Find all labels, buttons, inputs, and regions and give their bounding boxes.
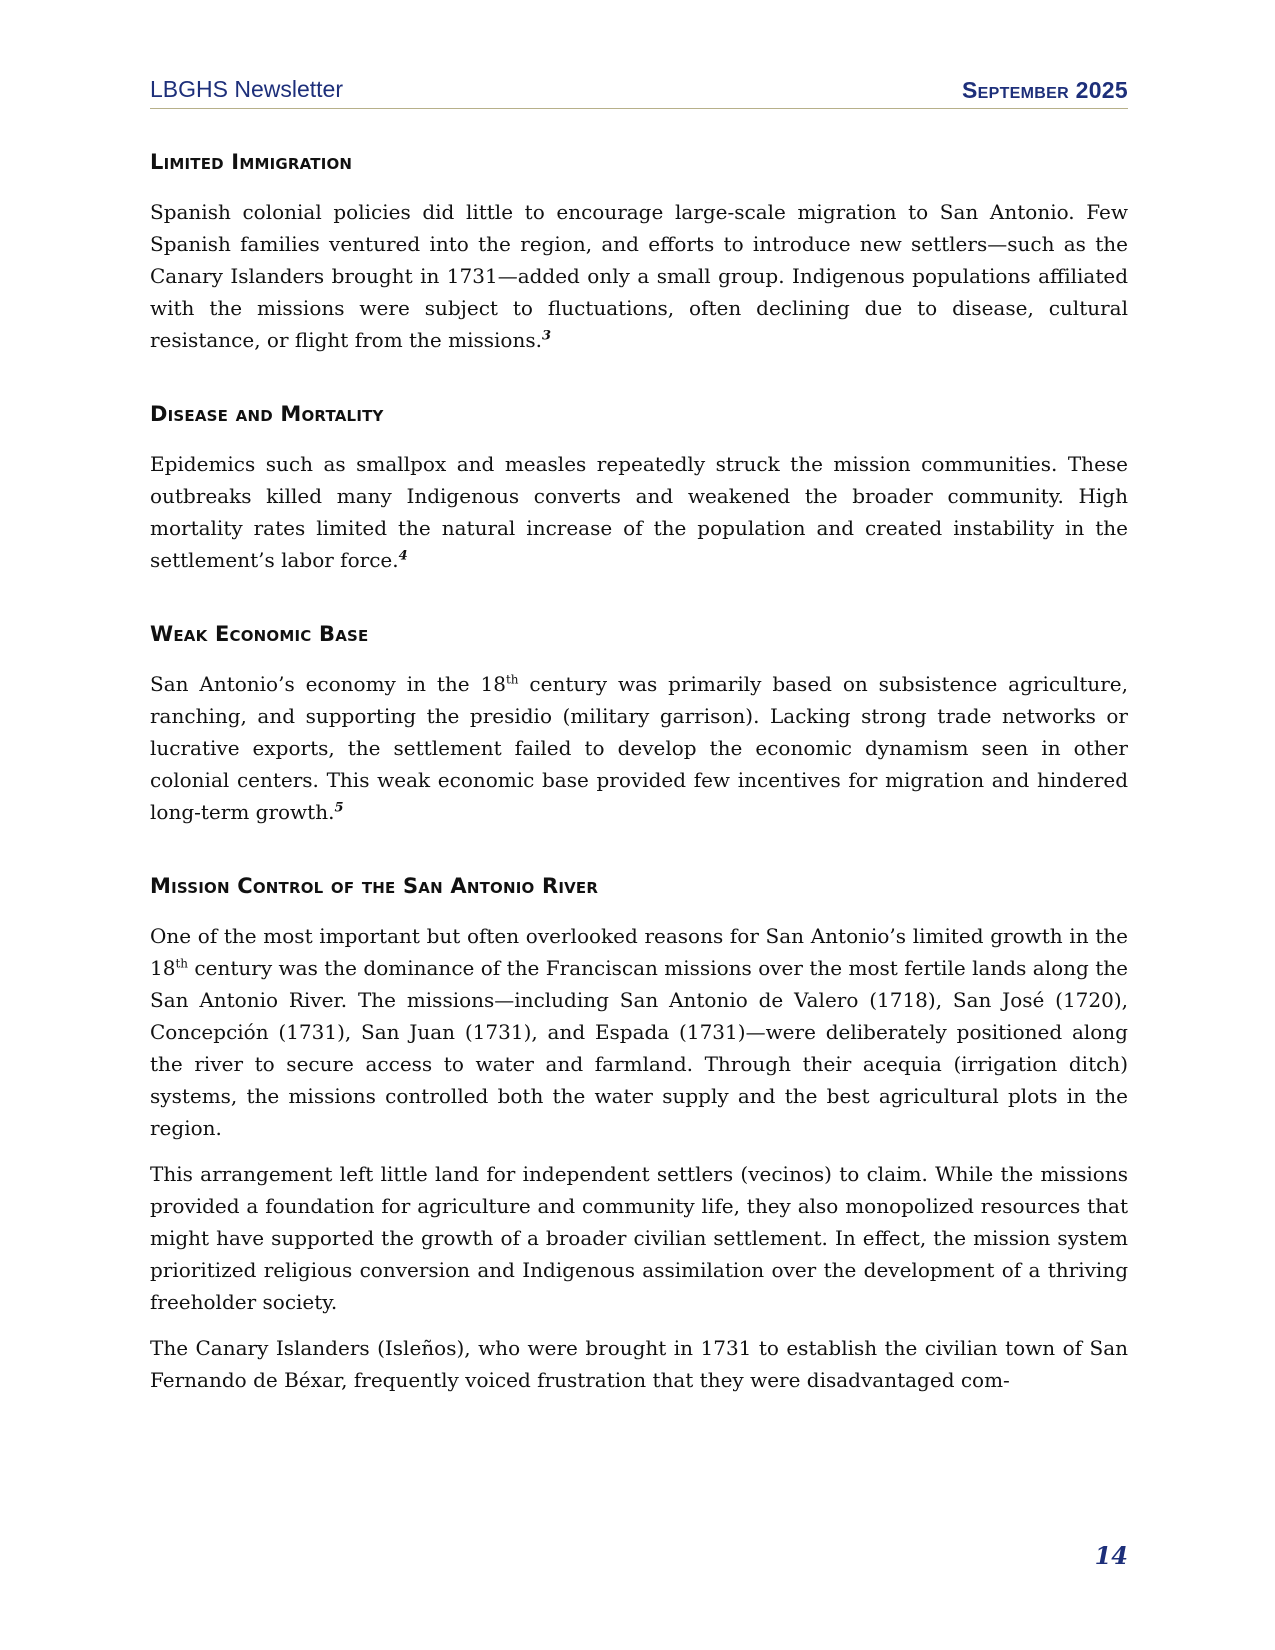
paragraph-text: Spanish colonial policies did little to encourage large-scale migration to San Antonio. Few Spanish families ventured into the region, and efforts to introduce new settlers—such as the Canary Islanders brought in 1731—added only a small group. Indigenous populations affiliated with the missions were subject to fluctuations, often declining due to disease, cultural resistance, or flight from the missions. bbox=[150, 200, 1128, 352]
paragraph-text: One of the most important but often overlooked reasons for San Antonio’s limited growth in the 18 bbox=[150, 924, 1128, 980]
article-body bbox=[150, 150, 1128, 1442]
page-header bbox=[150, 72, 1128, 109]
footnote-ref[interactable]: 3 bbox=[541, 328, 551, 344]
paragraph bbox=[150, 920, 1128, 1144]
paragraph bbox=[150, 668, 1128, 828]
section-limited-immigration bbox=[150, 150, 1128, 356]
section-heading: Mission Control of the San Antonio River bbox=[150, 874, 599, 898]
paragraph: The Canary Islanders (Isleños), who were brought in 1731 to establish the civilian town of San Fernando de Béxar, frequently voiced frustration that they were disadvantaged com- bbox=[150, 1336, 1128, 1392]
newsletter-title: LBGHS Newsletter bbox=[150, 76, 344, 102]
section-weak-economic-base bbox=[150, 622, 1128, 828]
issue-date: September 2025 bbox=[962, 77, 1128, 103]
paragraph: This arrangement left little land for independent settlers (vecinos) to claim. While the missions provided a foundation for agriculture and community life, they also monopolized resources that might have supported the growth of a broader civilian settlement. In effect, the mission system prioritized religious conversion and Indigenous assimilation over the development of a thriving freeholder society. bbox=[150, 1162, 1128, 1314]
ordinal-suffix: th bbox=[175, 956, 189, 971]
paragraph-text: Epidemics such as smallpox and measles repeatedly struck the mission communities. These outbreaks killed many Indigenous converts and weakened the broader community. High mortality rates limited the natural increase of the population and created instability in the settlement’s labor force. bbox=[150, 452, 1128, 572]
section-heading: Weak Economic Base bbox=[150, 622, 369, 646]
paragraph bbox=[150, 196, 1128, 356]
paragraph bbox=[150, 448, 1128, 576]
section-disease-mortality bbox=[150, 402, 1128, 576]
paragraph-text: century was primarily based on subsistence agriculture, ranching, and supporting the presidio (military garrison). Lacking strong trade networks or lucrative exports, the settlement failed to develop the economic dynamism seen in other colonial centers. This weak economic base provided few incentives for migration and hindered long-term growth. bbox=[150, 672, 1128, 824]
section-heading: Disease and Mortality bbox=[150, 402, 384, 426]
page-number: 14 bbox=[1094, 1541, 1128, 1570]
section-mission-control bbox=[150, 874, 1128, 1396]
section-heading: Limited Immigration bbox=[150, 150, 353, 174]
paragraph-text: century was the dominance of the Franciscan missions over the most fertile lands along the San Antonio River. The missions—including San Antonio de Valero (1718), San José (1720), Concepción (1731), San Juan (1731), and Espada (1731)—were deliberately positioned along the river to secure access to water and farmland. Through their acequia (irrigation ditch) systems, the missions controlled both the water supply and the best agricultural plots in the region. bbox=[150, 956, 1128, 1140]
ordinal-suffix: th bbox=[505, 672, 519, 687]
paragraph-text: San Antonio’s economy in the 18 bbox=[150, 672, 506, 696]
footnote-ref[interactable]: 4 bbox=[398, 548, 408, 564]
footnote-ref[interactable]: 5 bbox=[334, 800, 344, 816]
